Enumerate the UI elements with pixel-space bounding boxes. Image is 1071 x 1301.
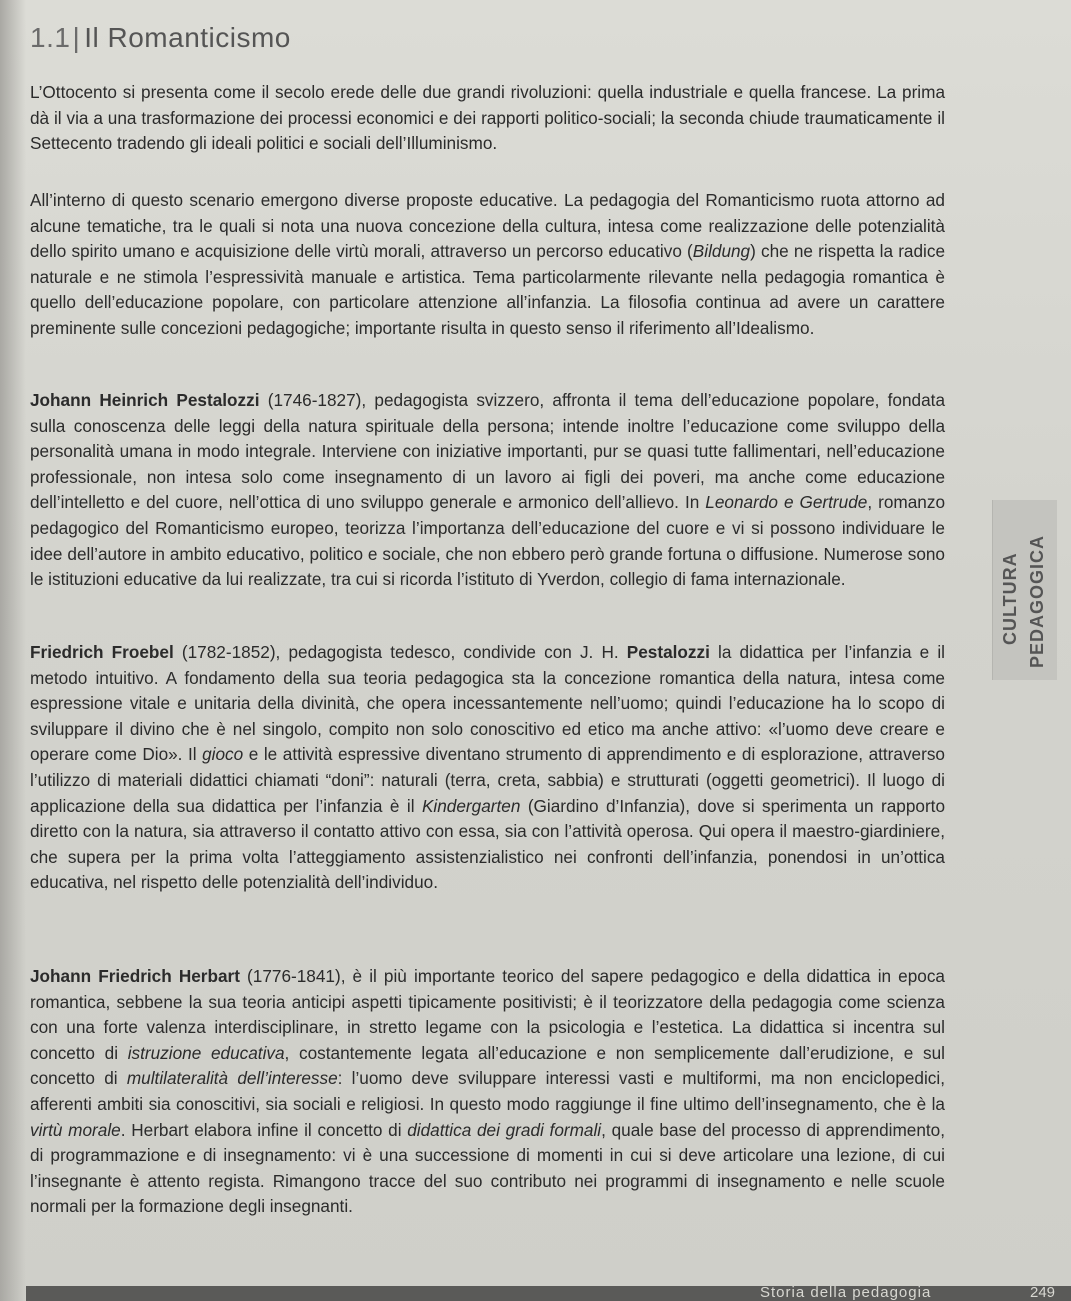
paragraph-text: , quale base del processo di apprendimento, di programmazione e di insegnamento: vi è una successione di momenti in cui si deve articolare una lezione, di cui l’insegnante è attento regista. Rimangono tracce del suo contributo nei programmi di insegnamento e nelle scuole normali per la formazione degli insegnanti. bbox=[30, 1119, 946, 1217]
paragraph-romanticismo bbox=[30, 188, 945, 342]
paragraph-text: All’interno di questo scenario emergono diverse proposte educative. La pedagogia del Romanticismo ruota attorno ad alcune tematiche, tra le quali si nota una nuova concezione della cultura, intesa come realizzazione delle potenzialità dello spirito umano e acquisizione delle virtù morali, attraverso un percorso educativo ( bbox=[30, 190, 945, 262]
paragraph-text: (1776-1841), è il più importante teorico del sapere pedagogico e della didattica in epoca romantica, sebbene la sua teoria anticipi aspetti tipicamente positivisti; è il teorizzatore della pedagogia come scienza con una forte valenza interdisciplinare, in stretto legame con la psicologia e l’estetica. La didattica si incentra sul concetto di bbox=[30, 966, 945, 1063]
paragraph-ottocento bbox=[30, 80, 945, 157]
paragraph-text: , romanzo pedagogico del Romanticismo europeo, teorizza l’importanza dell’educazione del cuore e vi si possono individuare le idee dell’autore in ambito educativo, politico e sociale, che non ebbero però grande fortuna o diffusione. Numerose sono le istituzioni educative da lui realizzate, tra cui si ricorda l’istituto di Yverdon, collegio di fama internazionale. bbox=[30, 492, 945, 590]
term-istruzione-educativa: istruzione educativa bbox=[127, 1042, 285, 1063]
section-separator: | bbox=[72, 22, 81, 53]
paragraph-froebel bbox=[30, 640, 945, 896]
side-tab-label-cultura: CULTURA bbox=[1000, 552, 1020, 645]
term-multilateralita: multilateralità dell’interesse bbox=[126, 1068, 338, 1089]
author-name-herbart: Johann Friedrich Herbart bbox=[30, 966, 240, 986]
paragraph-text: , costantemente legata all’educazione e non semplicemente dall’erudizione, e sul concetto di bbox=[30, 1042, 945, 1089]
author-name-froebel: Friedrich Froebel bbox=[30, 642, 174, 662]
author-name-pestalozzi: Johann Heinrich Pestalozzi bbox=[30, 390, 260, 410]
term-virtu-morale: virtù morale bbox=[30, 1119, 121, 1140]
footer-book-title: Storia della pedagogia bbox=[760, 1284, 932, 1301]
section-number: 1.1 bbox=[30, 22, 71, 53]
author-ref-pestalozzi: Pestalozzi bbox=[626, 642, 710, 662]
paragraph-text: (Giardino d’Infanzia), dove si sperimenta un rapporto diretto con la natura, sia attraverso il contatto attivo con essa, sia con l’attività operosa. Qui opera il maestro-giardiniere, che supera per la prima volta l’atteggiamento assistenzialistico nei confronti dell’infanzia, ponendosi in un’ottica educativa, nel rispetto delle potenzialità dell’individuo. bbox=[30, 795, 946, 893]
term-kindergarten: Kindergarten bbox=[421, 795, 521, 816]
paragraph-text: . Herbart elabora infine il concetto di bbox=[120, 1119, 408, 1140]
work-title-leonardo-gertrude: Leonardo e Gertrude bbox=[705, 492, 868, 513]
term-gradi-formali: didattica dei gradi formali bbox=[407, 1119, 602, 1140]
page-gutter-shadow bbox=[0, 0, 26, 1301]
paragraph-text: ) che ne rispetta la radice naturale e ne stimola l’espressività manuale e artistica. Tema particolarmente rilevante nella pedagogia romantica è quello dell’educazione popolare, con particolare attenzione all’infanzia. La filosofia continua ad avere un carattere preminente sulle concezioni pedagogiche; importante risulta in questo senso il riferimento all’Idealismo. bbox=[30, 241, 946, 338]
section-title: Il Romanticismo bbox=[84, 22, 291, 53]
paragraph-text: (1746-1827), pedagogista svizzero, affronta il tema dell’educazione popolare, fondata sulla conoscenza delle leggi della natura spirituale della persona; intende inoltre l’educazione come sviluppo della personalità umana in modo integrale. Interviene con iniziative importanti, pur se quasi tutte fallimentari, nell’educazione professionale, non intesa solo come insegnamento di un lavoro ai figli dei poveri, ma anche come educazione dell’intelletto e del cuore, nell’ottica di uno sviluppo generale e armonico dell’allievo. In bbox=[30, 390, 945, 513]
paragraph-text: e le attività espressive diventano strumento di apprendimento e di esplorazione, attraverso l’utilizzo di materiali didattici chiamati “doni”: naturali (terra, creta, sabbia) e strutturati (oggetti geometrici). Il luogo di applicazione della sua didattica per l’infanzia è il bbox=[30, 744, 945, 816]
paragraph-text: (1782-1852), pedagogista tedesco, condivide con J. H. bbox=[173, 642, 627, 662]
paragraph-pestalozzi bbox=[30, 388, 945, 593]
section-heading bbox=[30, 22, 291, 54]
paragraph-text: : l’uomo deve sviluppare interessi vasti e multiformi, ma non enciclopedici, afferenti ambiti sia conoscitivi, sia sociali e religiosi. In questo modo raggiunge il fine ultimo dell’insegnamento, che è la bbox=[30, 1068, 945, 1114]
paragraph-text: la didattica per l’infanzia e il metodo intuitivo. A fondamento della sua teoria pedagogica sta la concezione romantica della natura, intesa come espressione vitale e unitaria della divinità, che opera incessantemente nell’uomo; quindi l’educazione ha lo scopo di sviluppare il divino che è nel singolo, compito non solo conoscitivo ed etico ma anche attivo: «l’uomo deve creare e operare come Dio». Il bbox=[30, 642, 946, 765]
paragraph-herbart bbox=[30, 964, 945, 1220]
paragraph-text: L’Ottocento si presenta come il secolo erede delle due grandi rivoluzioni: quella industriale e quella francese. La prima dà il via a una trasformazione dei processi economici e dei rapporti politico-sociali; la seconda chiude traumaticamente il Settecento tradendo gli ideali politici e sociali dell’Illuminismo. bbox=[30, 82, 945, 154]
side-tab-label-pedagogica: PEDAGOGICA bbox=[1027, 534, 1047, 668]
footer-page-number: 249 bbox=[1030, 1284, 1056, 1301]
term-bildung: Bildung bbox=[692, 241, 751, 262]
term-gioco: gioco bbox=[202, 744, 244, 765]
